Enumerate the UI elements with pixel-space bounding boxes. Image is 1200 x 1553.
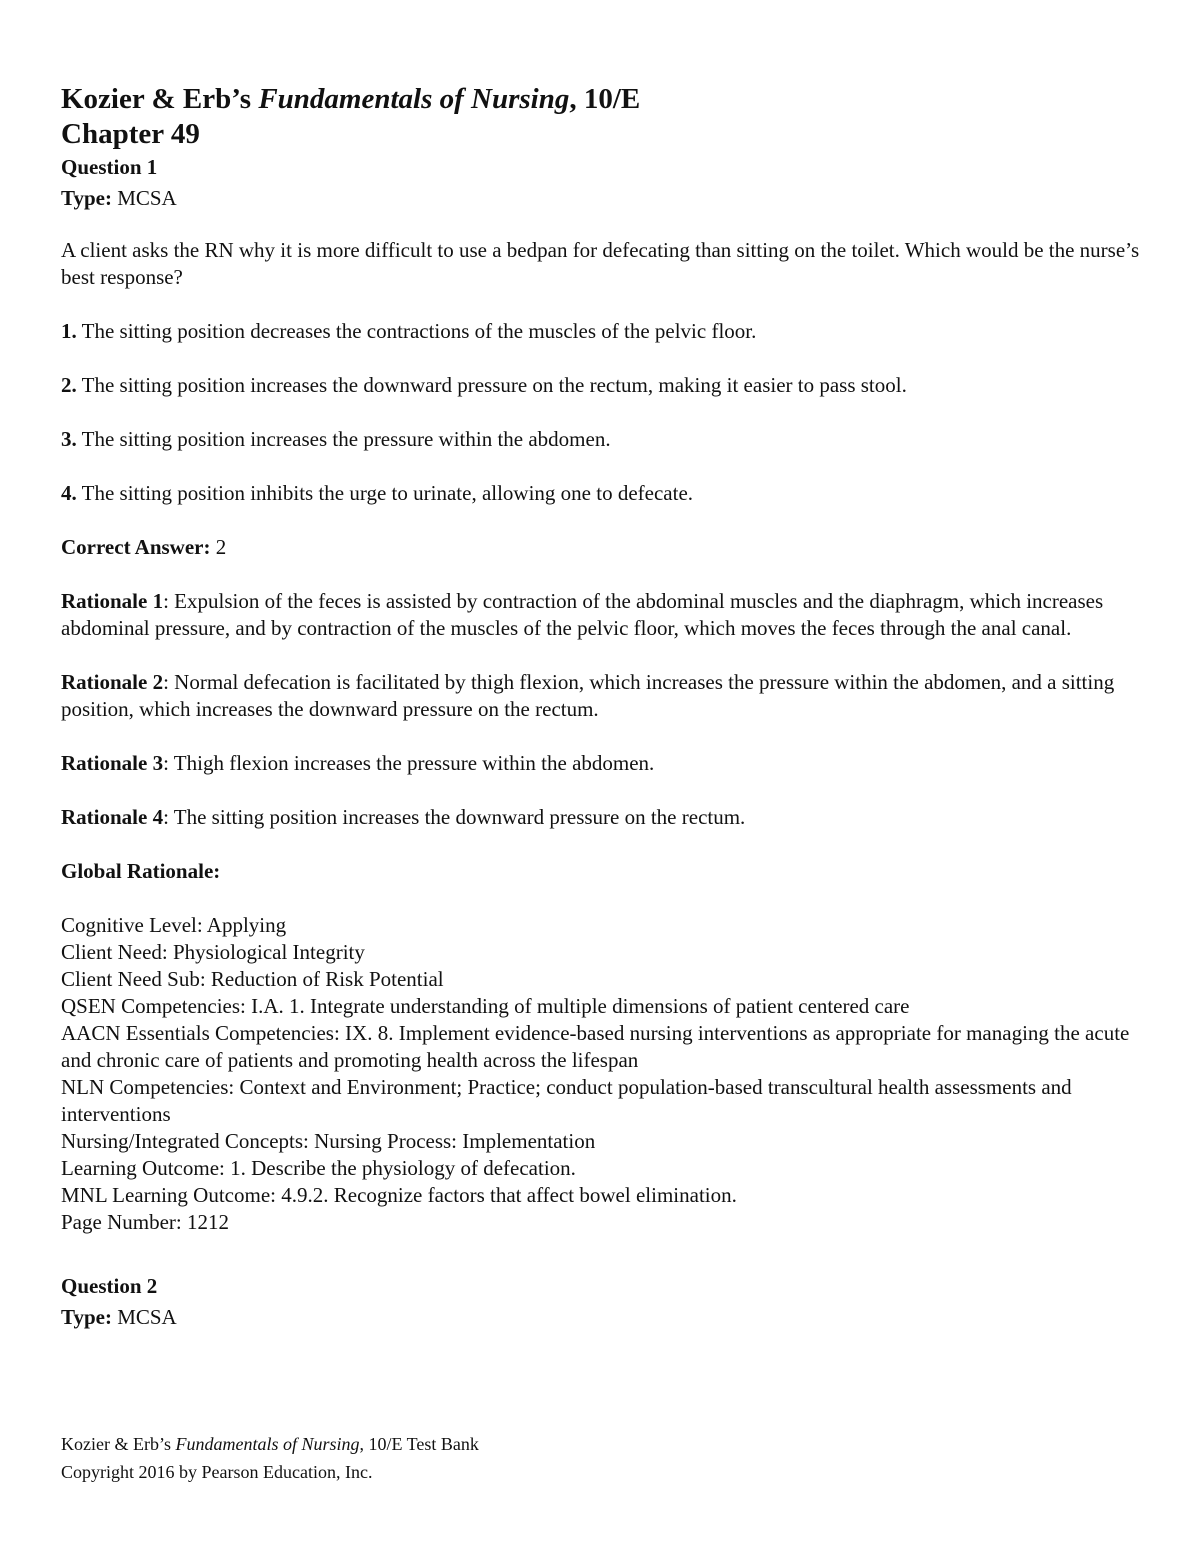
page-footer: [61, 1430, 479, 1486]
question-2-block: [61, 1271, 1140, 1333]
meta-nln: NLN Competencies: Context and Environment; Practice; conduct population-based transcultural health assessments and interventions: [61, 1075, 1072, 1126]
meta-learning-outcome: Learning Outcome: 1. Describe the physiology of defecation.: [61, 1156, 576, 1180]
answer-option-2: [61, 372, 1140, 399]
rationale-2: [61, 669, 1140, 723]
question-metadata: [61, 912, 1140, 1236]
rationale-text: : Expulsion of the feces is assisted by contraction of the abdominal muscles and the diaphragm, which increases abdominal pressure, and by contraction of the muscles of the pelvic floor, which moves the feces through the anal canal.: [61, 589, 1104, 640]
chapter-title: Chapter 49: [61, 118, 200, 150]
global-rationale-label: Global Rationale:: [61, 859, 221, 883]
book-title-suffix: , 10/E: [569, 83, 641, 115]
answer-option-3: [61, 426, 1140, 453]
book-title-italic: Fundamentals of Nursing: [258, 83, 570, 115]
footer-copyright: Copyright 2016 by Pearson Education, Inc.: [61, 1462, 373, 1482]
rationale-text: : The sitting position increases the downward pressure on the rectum.: [163, 805, 746, 829]
footer-prefix: Kozier & Erb’s: [61, 1434, 176, 1454]
option-text: The sitting position inhibits the urge to urinate, allowing one to defecate.: [76, 481, 694, 505]
type-value: MCSA: [111, 1305, 177, 1329]
type-label: Type:: [61, 1305, 112, 1329]
option-number: 2.: [61, 373, 77, 397]
rationale-label: Rationale 4: [61, 805, 164, 829]
rationale-text: : Normal defecation is facilitated by thigh flexion, which increases the pressure within the abdomen, and a sitting position, which increases the downward pressure on the rectum.: [61, 670, 1115, 721]
footer-italic: Fundamentals of Nursing: [175, 1434, 360, 1454]
rationale-1: [61, 588, 1140, 642]
rationale-label: Rationale 1: [61, 589, 164, 613]
meta-mnl-outcome: MNL Learning Outcome: 4.9.2. Recognize factors that affect bowel elimination.: [61, 1183, 737, 1207]
option-text: The sitting position increases the pressure within the abdomen.: [76, 427, 611, 451]
meta-client-need: Client Need: Physiological Integrity: [61, 940, 365, 964]
option-number: 1.: [61, 319, 77, 343]
answer-option-1: [61, 318, 1140, 345]
rationale-4: [61, 804, 1140, 831]
option-text: The sitting position increases the downward pressure on the rectum, making it easier to pass stool.: [76, 373, 907, 397]
question-1-heading: Question 1: [61, 155, 158, 179]
question-2-heading: Question 2: [61, 1274, 158, 1298]
question-1-type: [61, 183, 1140, 214]
correct-answer-value: 2: [210, 535, 227, 559]
global-rationale-heading: [61, 858, 1140, 885]
meta-aacn: AACN Essentials Competencies: IX. 8. Implement evidence-based nursing interventions as appropriate for managing the acute and chronic care of patients and promoting health across the lifespan: [61, 1021, 1130, 1072]
rationale-text: : Thigh flexion increases the pressure within the abdomen.: [163, 751, 655, 775]
question-2-type: [61, 1302, 1140, 1333]
meta-cognitive-level: Cognitive Level: Applying: [61, 913, 287, 937]
meta-qsen: QSEN Competencies: I.A. 1. Integrate understanding of multiple dimensions of patient centered care: [61, 994, 910, 1018]
correct-answer: [61, 534, 1140, 561]
rationale-label: Rationale 3: [61, 751, 164, 775]
footer-suffix: , 10/E Test Bank: [359, 1434, 479, 1454]
option-number: 4.: [61, 481, 77, 505]
meta-client-need-sub: Client Need Sub: Reduction of Risk Potential: [61, 967, 444, 991]
rationale-label: Rationale 2: [61, 670, 164, 694]
question-1-stem: A client asks the RN why it is more difficult to use a bedpan for defecating than sitting on the toilet. Which would be the nurse’s best response?: [61, 238, 1140, 289]
meta-page-number: Page Number: 1212: [61, 1210, 229, 1234]
footer-book-line: [61, 1430, 479, 1458]
rationale-3: [61, 750, 1140, 777]
option-number: 3.: [61, 427, 77, 451]
book-title-prefix: Kozier & Erb’s: [61, 83, 259, 115]
type-value: MCSA: [111, 186, 177, 210]
book-title: [61, 82, 1140, 117]
type-label: Type:: [61, 186, 112, 210]
correct-answer-label: Correct Answer:: [61, 535, 211, 559]
option-text: The sitting position decreases the contractions of the muscles of the pelvic floor.: [76, 319, 757, 343]
answer-option-4: [61, 480, 1140, 507]
meta-integrated-concepts: Nursing/Integrated Concepts: Nursing Process: Implementation: [61, 1129, 596, 1153]
